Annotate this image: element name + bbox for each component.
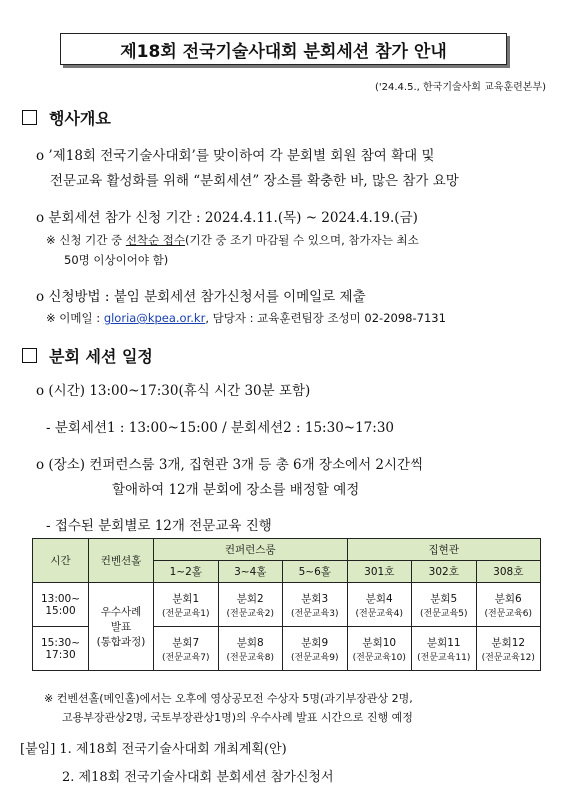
- session-cell: 분회11 (전문교육11): [412, 627, 477, 671]
- header-time: 시간: [33, 539, 89, 583]
- header-convention-hall: 컨벤션홀: [89, 539, 154, 583]
- square-bullet-icon: [22, 110, 37, 125]
- session-cell: 분회12 (전문교육12): [476, 627, 541, 671]
- header-jiphyeon-hall: 집현관: [347, 539, 541, 561]
- session-cell: 분회5 (전문교육5): [412, 583, 477, 627]
- overview-line1: o ’제18회 전국기술사대회’를 맞이하여 각 분회별 회원 참여 확대 및: [36, 148, 435, 164]
- room-header: 302호: [412, 561, 477, 583]
- table-note-line2: 고용부장관상2명, 국토부장관상1명)의 우수사례 발표 시간으로 진행 예정: [62, 711, 413, 724]
- email-link[interactable]: gloria@kpea.or.kr: [103, 311, 206, 325]
- session-cell: 분회9 (전문교육9): [283, 627, 348, 671]
- session-cell: 분회2 (전문교육2): [218, 583, 283, 627]
- venue-line2: 할애하여 12개 분회에 장소를 배정할 예정: [112, 482, 360, 498]
- session-cell: 분회7 (전문교육7): [154, 627, 219, 671]
- session-times: - 분회세션1 : 13:00~15:00 / 분회세션2 : 15:30~17:30: [46, 420, 394, 436]
- table-note-line1: ※ 컨벤션홀(메인홀)에서는 오후에 영상공모전 수상자 5명(과기부장관상 2명,: [44, 692, 413, 705]
- session-cell: 분회3 (전문교육3): [283, 583, 348, 627]
- application-period-note: ※ 신청 기간 중 선착순 접수(기간 중 조기 마감될 수 있으며, 참가자는 최소: [46, 233, 419, 247]
- session-schedule-table: [32, 538, 541, 671]
- room-header: 5~6홀: [283, 561, 348, 583]
- time-cell: 13:00~ 15:00: [33, 583, 89, 627]
- page-title: 제18회 전국기술사대회 분회세션 참가 안내: [60, 33, 507, 65]
- session-cell: 분회1 (전문교육1): [154, 583, 219, 627]
- room-header: 3~4홀: [218, 561, 283, 583]
- section1-heading: 행사개요: [22, 106, 111, 129]
- room-header: 1~2홀: [154, 561, 219, 583]
- table-row: [33, 583, 541, 627]
- application-period: o 분회세션 참가 신청 기간 : 2024.4.11.(목) ~ 2024.4.19.(금): [36, 210, 418, 226]
- session-cell: 분회8 (전문교육8): [218, 627, 283, 671]
- section2-heading: 분회 세션 일정: [22, 344, 153, 367]
- application-period-note-line2: 50명 이상이어야 함): [64, 253, 169, 267]
- table-intro: - 접수된 분회별로 12개 전문교육 진행: [46, 518, 272, 534]
- session-cell: 분회4 (전문교육4): [347, 583, 412, 627]
- schedule-time: o (시간) 13:00~17:30(휴식 시간 30분 포함): [36, 383, 311, 399]
- attachment-label: [붙임]: [20, 742, 56, 757]
- session-cell: 분회10 (전문교육10): [347, 627, 412, 671]
- square-bullet-icon: [22, 348, 37, 363]
- issue-date: ('24.4.5., 한국기술사회 교육훈련본부): [375, 82, 546, 93]
- application-method: o 신청방법 : 붙임 분회세션 참가신청서를 이메일로 제출: [36, 289, 366, 305]
- header-conference-room: 컨퍼런스룸: [154, 539, 348, 561]
- venue-line1: o (장소) 컨퍼런스룸 3개, 집현관 3개 등 총 6개 장소에서 2시간씩: [36, 457, 424, 473]
- contact-note: ※ 이메일 : gloria@kpea.or.kr, 담당자 : 교육훈련팀장 조성미 02-2098-7131: [46, 311, 446, 325]
- attachment-1: [붙임] 1. 제18회 전국기술사대회 개최계획(안): [20, 742, 287, 757]
- room-header: 301호: [347, 561, 412, 583]
- room-header: 308호: [476, 561, 541, 583]
- convention-cell: 우수사례 발표 (통합과정): [89, 583, 154, 671]
- attachment-2: 2. 제18회 전국기술사대회 분회세션 참가신청서: [62, 770, 334, 785]
- session-cell: 분회6 (전문교육6): [476, 583, 541, 627]
- time-cell: 15:30~ 17:30: [33, 627, 89, 671]
- overview-line2: 전문교육 활성화를 위해 “분회세션” 장소를 확충한 바, 많은 참가 요망: [50, 173, 459, 189]
